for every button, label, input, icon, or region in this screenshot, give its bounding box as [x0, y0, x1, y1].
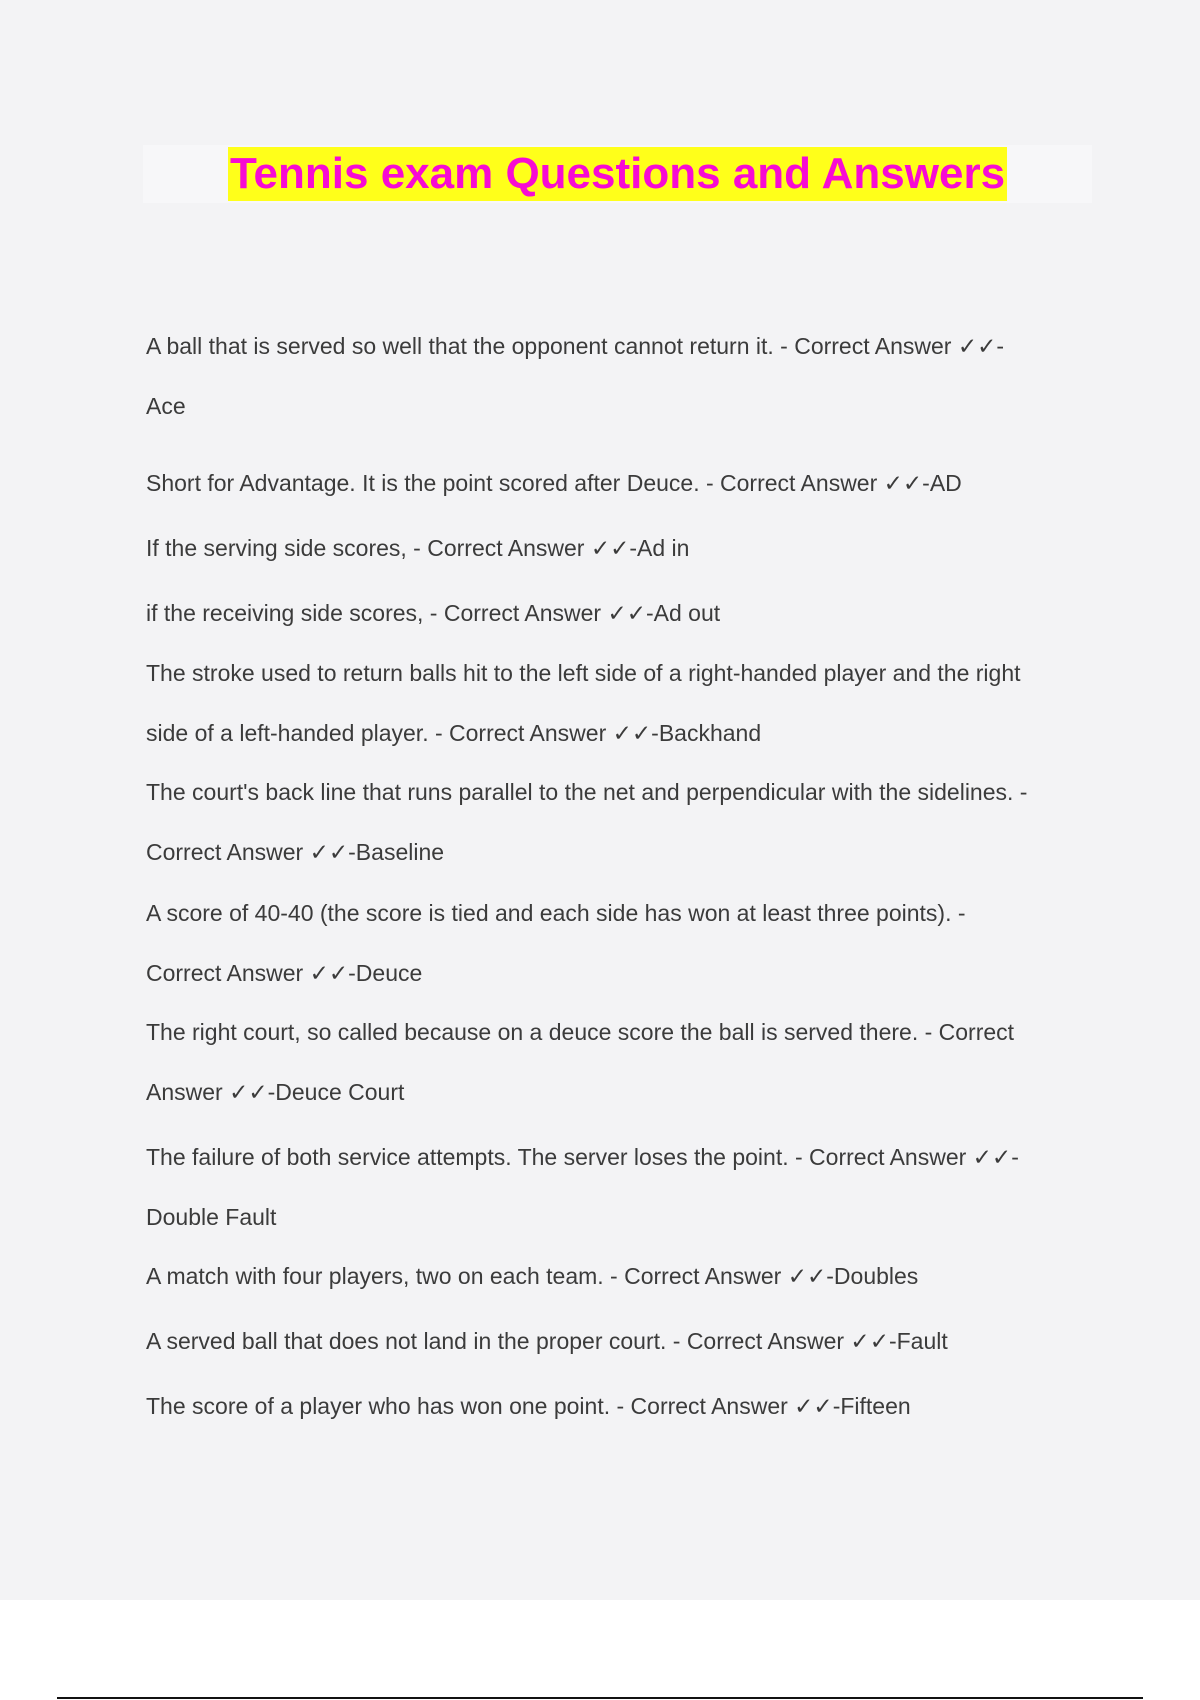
qa-entry [146, 762, 1086, 882]
qa-line: A ball that is served so well that the opponent cannot return it. - Correct Answer ✓✓- [146, 333, 1005, 359]
qa-entry [146, 1127, 1086, 1247]
qa-line: A match with four players, two on each team. - Correct Answer ✓✓-Doubles [146, 1263, 919, 1289]
qa-line: The court's back line that runs parallel to the net and perpendicular with the sidelines. - [146, 779, 1028, 805]
qa-entry [146, 1376, 1086, 1436]
qa-line: side of a left-handed player. - Correct Answer ✓✓-Backhand [146, 720, 762, 746]
qa-entry [146, 453, 1086, 513]
qa-entry [146, 883, 1086, 1003]
qa-entry [146, 583, 1086, 643]
qa-line: Answer ✓✓-Deuce Court [146, 1079, 405, 1105]
qa-entry [146, 1002, 1086, 1122]
qa-entry [146, 1246, 1086, 1306]
qa-entry [146, 316, 1086, 436]
qa-line: Correct Answer ✓✓-Baseline [146, 839, 445, 865]
qa-line: if the receiving side scores, - Correct Answer ✓✓-Ad out [146, 600, 721, 626]
qa-line: The right court, so called because on a deuce score the ball is served there. - Correct [146, 1019, 1015, 1045]
qa-line: The score of a player who has won one point. - Correct Answer ✓✓-Fifteen [146, 1393, 911, 1419]
qa-line: A served ball that does not land in the proper court. - Correct Answer ✓✓-Fault [146, 1328, 948, 1354]
qa-line: Double Fault [146, 1204, 277, 1230]
qa-line: A score of 40-40 (the score is tied and each side has won at least three points). - [146, 900, 966, 926]
qa-line: The stroke used to return balls hit to the left side of a right-handed player and the right [146, 660, 1021, 686]
footer-divider [57, 1697, 1143, 1699]
qa-entry [146, 643, 1086, 763]
document-title: Tennis exam Questions and Answers [228, 147, 1007, 201]
qa-line: Short for Advantage. It is the point scored after Deuce. - Correct Answer ✓✓-AD [146, 470, 962, 496]
qa-line: If the serving side scores, - Correct Answer ✓✓-Ad in [146, 535, 690, 561]
qa-entry [146, 518, 1086, 578]
qa-line: Ace [146, 393, 186, 419]
qa-line: Correct Answer ✓✓-Deuce [146, 960, 423, 986]
qa-entry [146, 1311, 1086, 1371]
title-band [143, 145, 1092, 203]
qa-line: The failure of both service attempts. The server loses the point. - Correct Answer ✓✓- [146, 1144, 1019, 1170]
